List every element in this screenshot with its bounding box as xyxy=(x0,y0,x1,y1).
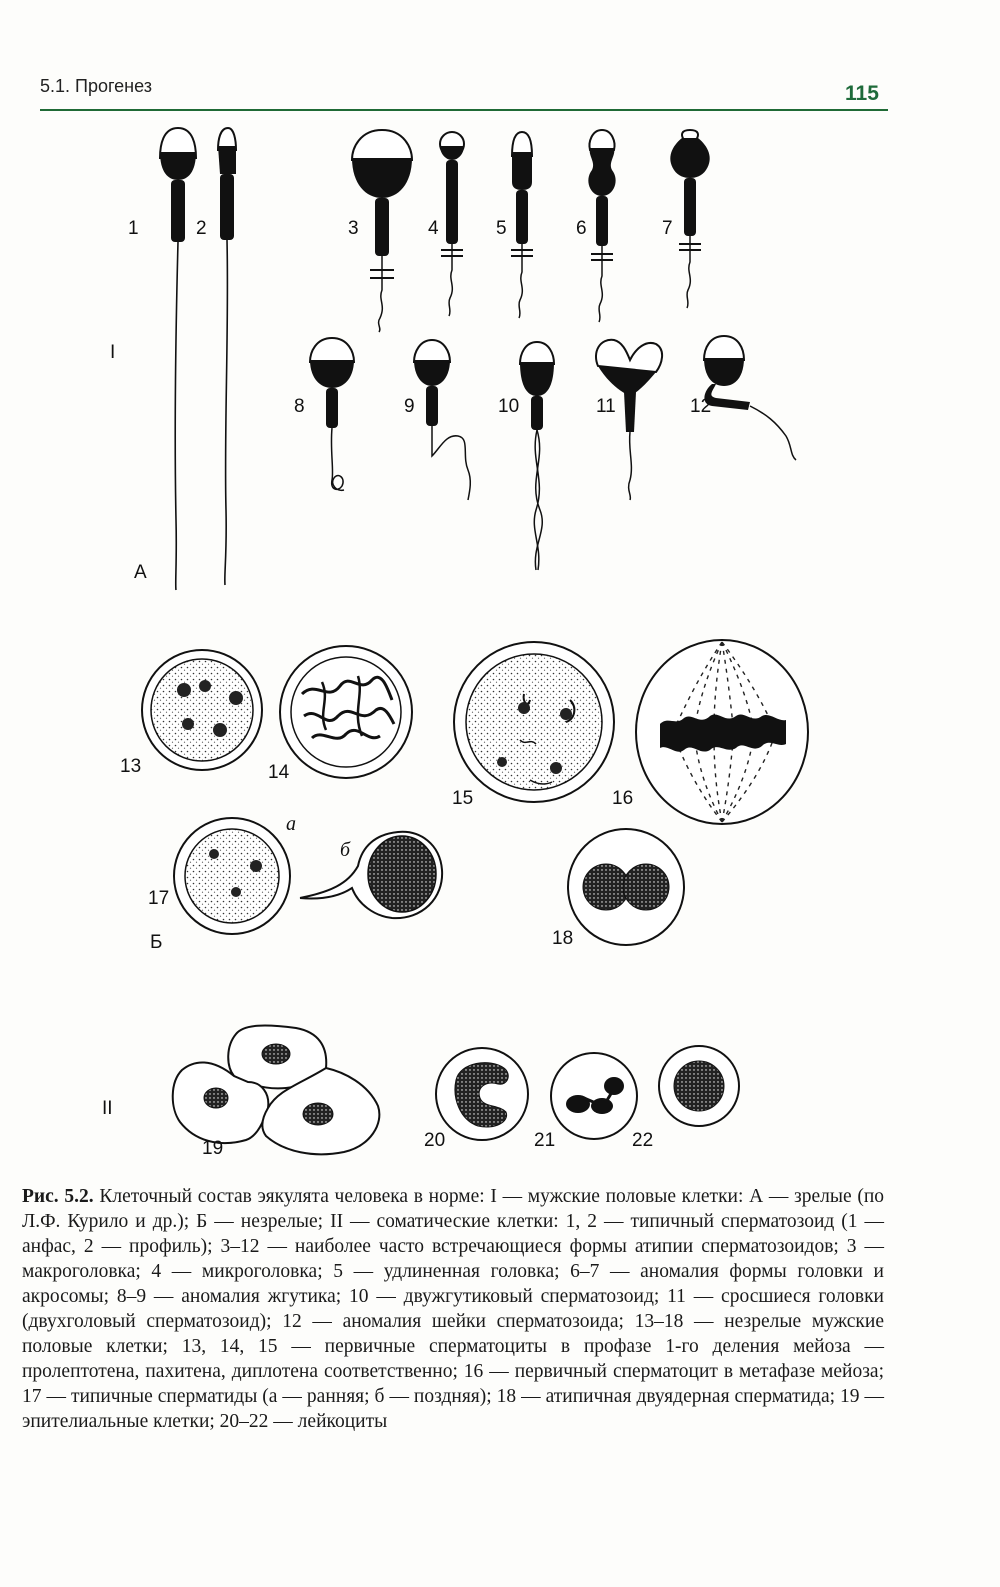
label-1: 1 xyxy=(128,218,139,239)
label-2: 2 xyxy=(196,218,207,239)
label-6: 6 xyxy=(576,218,587,239)
label-12: 12 xyxy=(690,396,712,417)
label-9: 9 xyxy=(404,396,415,417)
label-3: 3 xyxy=(348,218,359,239)
label-19: 19 xyxy=(202,1138,224,1159)
cell-15 xyxy=(454,642,614,802)
label-22: 22 xyxy=(632,1130,654,1151)
label-group-II: II xyxy=(102,1098,113,1119)
cell-20 xyxy=(436,1048,528,1140)
section-title: 5.1. Прогенез xyxy=(40,76,152,96)
label-7: 7 xyxy=(662,218,673,239)
label-subgroup-A: А xyxy=(134,562,147,583)
sperm-9 xyxy=(414,340,470,500)
sperm-5 xyxy=(511,132,533,318)
label-17: 17 xyxy=(148,888,170,909)
cell-14 xyxy=(280,646,412,778)
page-number: 115 xyxy=(845,82,879,105)
cell-13 xyxy=(142,650,262,770)
sperm-4 xyxy=(440,132,464,316)
label-sub-b: б xyxy=(340,839,351,861)
label-21: 21 xyxy=(534,1130,556,1151)
figure-caption xyxy=(22,1184,884,1434)
sperm-3 xyxy=(352,130,412,332)
cell-17b xyxy=(300,832,442,918)
sperm-2 xyxy=(218,128,236,585)
label-15: 15 xyxy=(452,788,474,809)
sperm-6 xyxy=(588,130,615,322)
sperm-8 xyxy=(310,338,354,490)
label-11: 11 xyxy=(596,396,616,417)
label-10: 10 xyxy=(498,396,520,417)
cell-16 xyxy=(636,640,808,824)
sperm-7 xyxy=(670,130,709,308)
cell-22 xyxy=(659,1046,739,1126)
cell-19 xyxy=(173,1026,380,1155)
cell-18 xyxy=(568,829,684,945)
label-20: 20 xyxy=(424,1130,446,1151)
label-4: 4 xyxy=(428,218,439,239)
cell-21 xyxy=(551,1053,637,1139)
label-subgroup-B: Б xyxy=(150,932,163,953)
caption-figure-number: Рис. 5.2. xyxy=(22,1186,94,1207)
cell-17a xyxy=(174,818,290,934)
label-8: 8 xyxy=(294,396,305,417)
label-14: 14 xyxy=(268,762,290,783)
label-13: 13 xyxy=(120,756,142,777)
label-group-I: I xyxy=(110,342,116,363)
label-16: 16 xyxy=(612,788,634,809)
sperm-12 xyxy=(704,336,796,460)
label-5: 5 xyxy=(496,218,507,239)
sperm-10 xyxy=(520,342,554,570)
label-18: 18 xyxy=(552,928,574,949)
sperm-11 xyxy=(596,340,662,500)
label-sub-a: а xyxy=(286,813,296,835)
sperm-1 xyxy=(160,128,196,590)
caption-text: Клеточный состав эякулята человека в норме: I — мужские половые клетки: А — зрелые (по Л.Ф. Курило и др.); Б — незрелые; II — соматические клетки: 1, 2 — типичный сперматозоид (1 — анфас, 2 — профиль); 3–12 — наиболее часто встречающиеся формы атипии сперматозоидов; 3 — макроголовка; 4 — микроголовка; 5 — удлиненная головка; 6–7 — аномалия формы головки и акросомы; 8–9 — аномалия жгутика; 10 — двужгутиковый сперматозоид; 11 — сросшиеся головки (двухголовый сперматозоид); 12 — аномалия шейки сперматозоида; 13–18 — незрелые мужские половые клетки; 13, 14, 15 — первичные сперматоциты в профазе 1-го деления мейоза — пролептотена, пахитена, диплотена соответственно; 16 — первичный сперматоцит в метафазе мейоза; 17 — типичные сперматиды (а — ранняя; б — поздняя); 18 — атипичная двуядерная сперматида; 19 — эпителиальные клетки; 20–22 — лейкоциты xyxy=(22,1186,885,1432)
